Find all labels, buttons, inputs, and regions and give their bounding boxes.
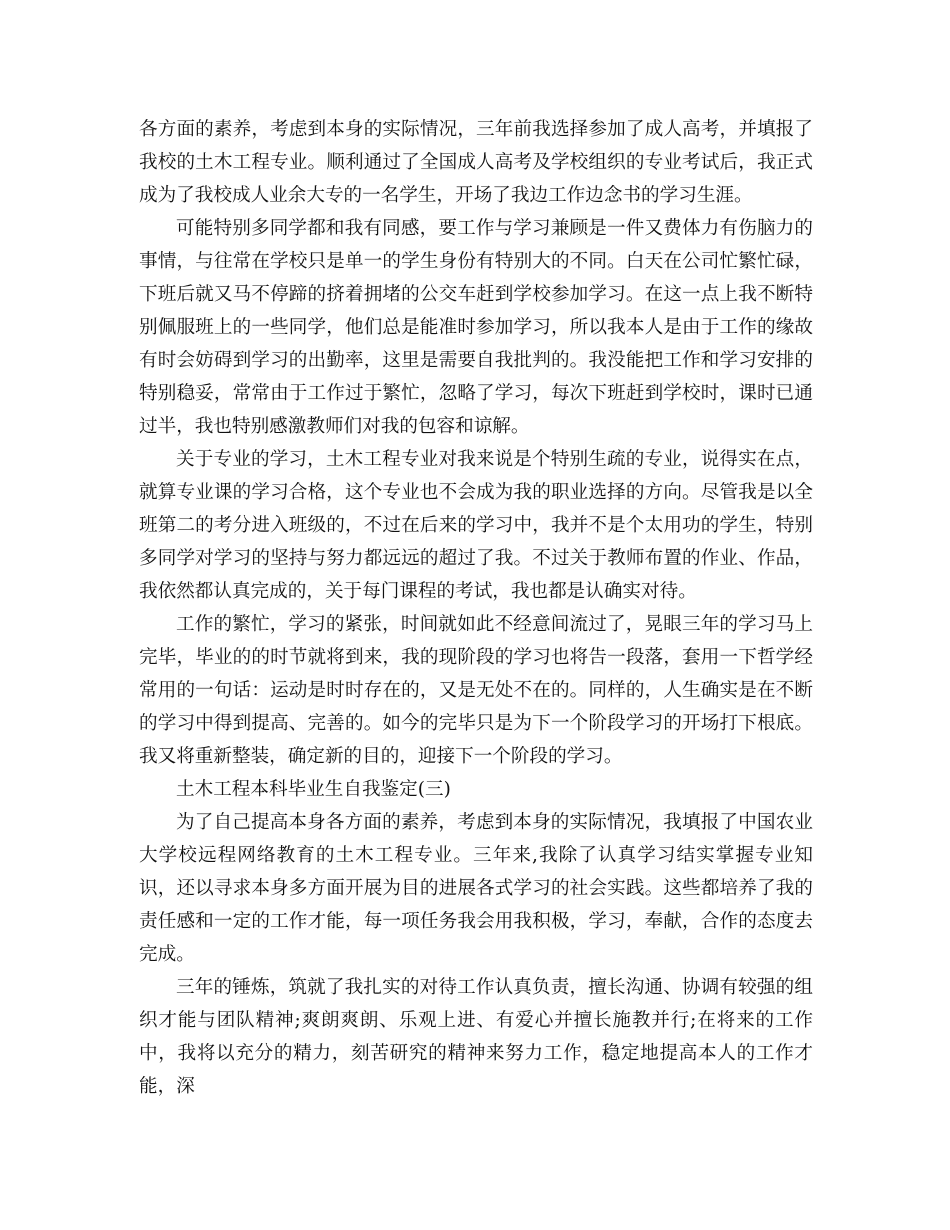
- paragraph-1: 各方面的素养，考虑到本身的实际情况，三年前我选择参加了成人高考，并填报了我校的土木工程专业。顺利通过了全国成人高考及学校组织的专业考试后，我正式成为了我校成人业余大专的一名学生，开场了我边工作边念书的学习生涯。: [139, 119, 813, 206]
- paragraph-2: 可能特别多同学都和我有同感，要工作与学习兼顾是一件又费体力有伤脑力的事情，与往常在学校只是单一的学生身份有特别大的不同。白天在公司忙繁忙碌，下班后就又马不停蹄的挤着拥堵的公交车赶到学校参加学习。在这一点上我不断特别佩服班上的一些同学，他们总是能准时参加学习，所以我本人是由于工作的缘故有时会妨碍到学习的出勤率，这里是需要自我批判的。我没能把工作和学习安排的特别稳妥，常常由于工作过于繁忙，忽略了学习，每次下班赶到学校时，课时已通过半，我也特别感激教师们对我的包容和谅解。: [139, 218, 813, 437]
- section-heading: 土木工程本科毕业生自我鉴定(三): [176, 779, 451, 800]
- paragraph-4: 工作的繁忙，学习的紧张，时间就如此不经意间流过了，晃眼三年的学习马上完毕，毕业的的时节就将到来，我的现阶段的学习也将告一段落，套用一下哲学经常用的一句话：运动是时时存在的，又是无处不在的。同样的，人生确实是在不断的学习中得到提高、完善的。如今的完毕只是为下一个阶段学习的开场打下根底。我又将重新整装，确定新的目的，迎接下一个阶段的学习。: [139, 614, 813, 767]
- paragraph-5: 为了自己提高本身各方面的素养，考虑到本身的实际情况，我填报了中国农业大学校远程网络教育的土木工程专业。三年来,我除了认真学习结实掌握专业知识，还以寻求本身多方面开展为目的进展各式学习的社会实践。这些都培养了我的责任感和一定的工作才能，每一项任务我会用我积极，学习，奉献，合作的态度去完成。: [139, 812, 813, 965]
- document-body: [139, 113, 813, 1103]
- paragraph-3: 关于专业的学习，土木工程专业对我来说是个特别生疏的专业，说得实在点，就算专业课的学习合格，这个专业也不会成为我的职业选择的方向。尽管我是以全班第二的考分进入班级的，不过在后来的学习中，我并不是个太用功的学生，特别多同学对学习的坚持与努力都远远的超过了我。不过关于教师布置的作业、作品，我依然都认真完成的，关于每门课程的考试，我也都是认确实对待。: [139, 449, 813, 602]
- paragraph-6: 三年的锤炼，筑就了我扎实的对待工作认真负责，擅长沟通、协调有较强的组织才能与团队精神;爽朗爽朗、乐观上进、有爱心并擅长施教并行;在将来的工作中，我将以充分的精力，刻苦研究的精神来努力工作，稳定地提高本人的工作才能，深: [139, 977, 813, 1097]
